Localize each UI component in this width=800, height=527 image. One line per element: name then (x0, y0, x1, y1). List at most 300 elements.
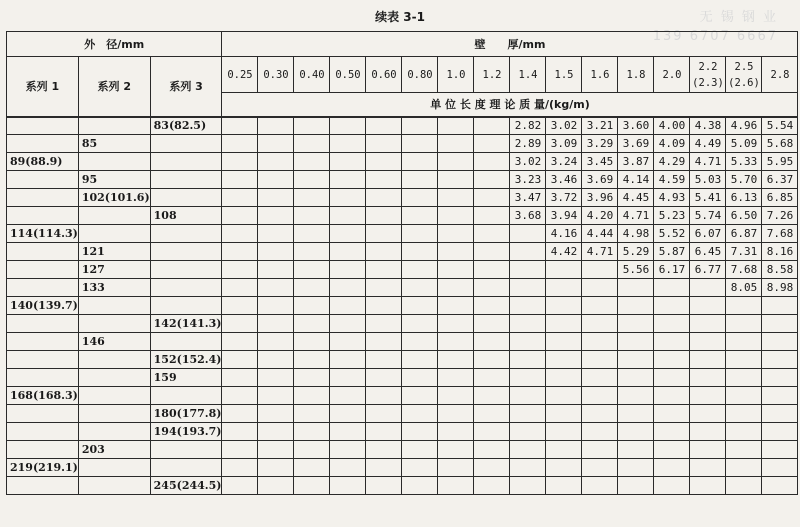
mass-value-cell: 3.87 (618, 153, 654, 171)
mass-value-cell: 4.71 (582, 243, 618, 261)
mass-value-cell (474, 153, 510, 171)
mass-value-cell (690, 297, 726, 315)
outer-diameter-s3-cell: 180(177.8) (150, 405, 222, 423)
mass-value-cell (546, 441, 582, 459)
mass-value-cell (474, 243, 510, 261)
mass-value-cell (726, 423, 762, 441)
thickness-header: 1.8 (618, 57, 654, 93)
mass-value-cell: 7.26 (762, 207, 798, 225)
mass-value-cell (402, 459, 438, 477)
mass-value-cell (654, 423, 690, 441)
table-row (7, 117, 798, 135)
mass-value-cell: 6.77 (690, 261, 726, 279)
mass-value-cell (294, 225, 330, 243)
outer-diameter-s3-cell: 194(193.7) (150, 423, 222, 441)
mass-value-cell (330, 135, 366, 153)
mass-value-cell (330, 387, 366, 405)
mass-value-cell: 3.46 (546, 171, 582, 189)
mass-value-cell (294, 351, 330, 369)
thickness-header: 2.5 (2.6) (726, 57, 762, 93)
mass-value-cell (294, 261, 330, 279)
mass-value-cell (474, 117, 510, 135)
mass-value-cell (690, 387, 726, 405)
mass-value-cell (654, 351, 690, 369)
thickness-header: 1.4 (510, 57, 546, 93)
mass-value-cell: 4.29 (654, 153, 690, 171)
mass-value-cell: 6.07 (690, 225, 726, 243)
mass-value-cell (366, 117, 402, 135)
mass-value-cell: 4.93 (654, 189, 690, 207)
mass-value-cell (402, 189, 438, 207)
outer-diameter-s2-cell (78, 477, 150, 495)
mass-value-cell (438, 171, 474, 189)
mass-value-cell (222, 225, 258, 243)
mass-value-cell (510, 459, 546, 477)
mass-value-cell (402, 135, 438, 153)
outer-diameter-s2-cell (78, 423, 150, 441)
outer-diameter-s1-cell (7, 135, 79, 153)
mass-value-cell (366, 405, 402, 423)
outer-diameter-s1-cell (7, 369, 79, 387)
mass-value-cell (474, 225, 510, 243)
table-row (7, 405, 798, 423)
outer-diameter-s3-cell: 245(244.5) (150, 477, 222, 495)
mass-value-cell: 4.00 (654, 117, 690, 135)
mass-value-cell: 5.68 (762, 135, 798, 153)
outer-diameter-s2-cell (78, 297, 150, 315)
outer-diameter-s2-cell: 85 (78, 135, 150, 153)
mass-value-cell (402, 243, 438, 261)
mass-value-cell (258, 117, 294, 135)
mass-value-cell (294, 369, 330, 387)
watermark-line-1: 无 锡 钢 业 (699, 10, 778, 25)
outer-diameter-s2-cell: 95 (78, 171, 150, 189)
thickness-header: 0.40 (294, 57, 330, 93)
outer-diameter-s2-cell (78, 405, 150, 423)
mass-value-cell (510, 279, 546, 297)
mass-value-cell: 6.45 (690, 243, 726, 261)
thickness-header: 2.0 (654, 57, 690, 93)
mass-value-cell: 4.16 (546, 225, 582, 243)
mass-value-cell (474, 189, 510, 207)
mass-value-cell (474, 459, 510, 477)
mass-value-cell (546, 333, 582, 351)
table-row (7, 243, 798, 261)
mass-value-cell (222, 171, 258, 189)
mass-value-cell (582, 405, 618, 423)
mass-value-cell (762, 369, 798, 387)
mass-value-cell (546, 459, 582, 477)
thickness-header: 2.2 (2.3) (690, 57, 726, 93)
mass-value-cell (438, 405, 474, 423)
mass-value-cell (438, 207, 474, 225)
mass-value-cell: 4.38 (690, 117, 726, 135)
outer-diameter-s2-cell: 133 (78, 279, 150, 297)
table-row (7, 135, 798, 153)
mass-value-cell (510, 441, 546, 459)
mass-value-cell (330, 351, 366, 369)
mass-value-cell (690, 351, 726, 369)
mass-value-cell (402, 117, 438, 135)
mass-value-cell: 3.21 (582, 117, 618, 135)
mass-value-cell (438, 351, 474, 369)
mass-value-cell (618, 387, 654, 405)
mass-value-cell (726, 441, 762, 459)
mass-value-cell: 5.52 (654, 225, 690, 243)
mass-value-cell (258, 189, 294, 207)
outer-diameter-s3-cell (150, 441, 222, 459)
outer-diameter-s1-cell: 168(168.3) (7, 387, 79, 405)
mass-value-cell (366, 423, 402, 441)
mass-value-cell (510, 387, 546, 405)
mass-value-cell (690, 315, 726, 333)
mass-value-cell (330, 333, 366, 351)
mass-value-cell: 4.44 (582, 225, 618, 243)
mass-value-cell (330, 423, 366, 441)
mass-value-cell (222, 423, 258, 441)
mass-value-cell (258, 423, 294, 441)
watermark-line-2: 139 6707 6667 (652, 29, 778, 44)
mass-value-cell (258, 171, 294, 189)
mass-value-cell (690, 333, 726, 351)
mass-value-cell (762, 297, 798, 315)
mass-value-cell (258, 441, 294, 459)
table-row (7, 153, 798, 171)
mass-value-cell (294, 423, 330, 441)
mass-value-cell (582, 441, 618, 459)
mass-value-cell (510, 405, 546, 423)
mass-value-cell (366, 243, 402, 261)
thickness-header: 1.0 (438, 57, 474, 93)
outer-diameter-s3-cell (150, 153, 222, 171)
mass-value-cell: 5.54 (762, 117, 798, 135)
mass-value-cell (726, 333, 762, 351)
mass-value-cell (438, 153, 474, 171)
mass-value-cell (294, 153, 330, 171)
outer-diameter-s2-cell (78, 207, 150, 225)
mass-value-cell (402, 477, 438, 495)
mass-value-cell (474, 333, 510, 351)
mass-value-cell (618, 477, 654, 495)
mass-value-cell: 5.70 (726, 171, 762, 189)
mass-value-cell: 5.74 (690, 207, 726, 225)
mass-value-cell (330, 279, 366, 297)
mass-value-cell (222, 351, 258, 369)
outer-diameter-s1-cell (7, 279, 79, 297)
mass-value-cell (222, 189, 258, 207)
thickness-header: 2.8 (762, 57, 798, 93)
mass-value-cell (330, 171, 366, 189)
mass-value-cell (366, 441, 402, 459)
mass-value-cell (366, 459, 402, 477)
mass-value-cell (762, 423, 798, 441)
mass-value-cell: 8.58 (762, 261, 798, 279)
mass-value-cell (222, 135, 258, 153)
mass-value-cell (726, 387, 762, 405)
mass-value-cell (402, 351, 438, 369)
mass-value-cell: 5.95 (762, 153, 798, 171)
outer-diameter-s1-cell (7, 243, 79, 261)
mass-value-cell (438, 117, 474, 135)
thickness-header: 1.6 (582, 57, 618, 93)
mass-value-cell (294, 189, 330, 207)
outer-diameter-s2-cell (78, 117, 150, 135)
mass-value-cell: 7.68 (762, 225, 798, 243)
mass-value-cell (690, 441, 726, 459)
table-row (7, 423, 798, 441)
mass-value-cell (474, 279, 510, 297)
outer-diameter-s3-cell (150, 225, 222, 243)
mass-value-cell (582, 351, 618, 369)
mass-value-cell (510, 423, 546, 441)
mass-value-cell (654, 459, 690, 477)
outer-diameter-s3-cell (150, 387, 222, 405)
mass-value-cell: 3.09 (546, 135, 582, 153)
mass-value-cell (510, 225, 546, 243)
mass-value-cell (258, 207, 294, 225)
mass-value-cell: 6.87 (726, 225, 762, 243)
mass-value-cell (258, 333, 294, 351)
table-row (7, 387, 798, 405)
outer-diameter-s2-cell (78, 369, 150, 387)
mass-value-cell: 5.56 (618, 261, 654, 279)
mass-value-cell: 3.45 (582, 153, 618, 171)
mass-value-cell (402, 225, 438, 243)
mass-value-cell (366, 207, 402, 225)
mass-value-cell (438, 441, 474, 459)
mass-value-cell (330, 243, 366, 261)
mass-value-cell (654, 369, 690, 387)
mass-value-cell: 5.29 (618, 243, 654, 261)
thickness-header: 0.30 (258, 57, 294, 93)
outer-diameter-s3-cell (150, 243, 222, 261)
outer-diameter-s1-cell (7, 261, 79, 279)
thickness-header: 0.50 (330, 57, 366, 93)
mass-value-cell (762, 441, 798, 459)
mass-value-cell: 6.50 (726, 207, 762, 225)
mass-value-cell (582, 261, 618, 279)
mass-value-cell (258, 279, 294, 297)
mass-value-cell (402, 261, 438, 279)
mass-value-cell (330, 459, 366, 477)
mass-value-cell (726, 297, 762, 315)
outer-diameter-s1-cell (7, 171, 79, 189)
table-row (7, 297, 798, 315)
mass-value-cell (546, 369, 582, 387)
mass-value-cell (294, 315, 330, 333)
outer-diameter-s2-cell (78, 459, 150, 477)
mass-value-cell: 3.47 (510, 189, 546, 207)
outer-diameter-s1-cell (7, 441, 79, 459)
mass-value-cell (618, 423, 654, 441)
mass-value-cell (330, 261, 366, 279)
mass-value-cell (546, 405, 582, 423)
mass-value-cell: 4.59 (654, 171, 690, 189)
mass-value-cell (258, 315, 294, 333)
mass-value-cell (618, 369, 654, 387)
mass-value-cell (366, 171, 402, 189)
table-row (7, 261, 798, 279)
table-caption: 续表 3-1 (375, 10, 425, 24)
mass-value-cell: 5.33 (726, 153, 762, 171)
outer-diameter-s1-cell (7, 405, 79, 423)
outer-diameter-s1-cell: 89(88.9) (7, 153, 79, 171)
mass-value-cell (654, 315, 690, 333)
mass-value-cell: 4.45 (618, 189, 654, 207)
mass-value-cell (330, 369, 366, 387)
mass-value-cell (258, 243, 294, 261)
outer-diameter-s3-cell (150, 279, 222, 297)
mass-value-cell (222, 261, 258, 279)
mass-value-cell (402, 171, 438, 189)
mass-value-cell: 2.82 (510, 117, 546, 135)
series-1-header: 系列 1 (7, 57, 79, 117)
mass-value-cell: 5.87 (654, 243, 690, 261)
mass-value-cell (402, 153, 438, 171)
mass-value-cell (690, 405, 726, 423)
mass-value-cell: 5.03 (690, 171, 726, 189)
outer-diameter-s1-cell (7, 477, 79, 495)
mass-value-cell (690, 369, 726, 387)
mass-value-cell (510, 243, 546, 261)
outer-diameter-s3-cell (150, 261, 222, 279)
outer-diameter-s3-cell: 108 (150, 207, 222, 225)
wall-thickness-header: 壁 厚/mm (222, 32, 798, 57)
mass-value-cell (654, 477, 690, 495)
mass-value-cell (546, 351, 582, 369)
mass-value-cell (402, 369, 438, 387)
mass-value-cell: 3.96 (582, 189, 618, 207)
mass-value-cell (726, 459, 762, 477)
table-row (7, 441, 798, 459)
mass-value-cell (582, 369, 618, 387)
mass-value-cell (294, 171, 330, 189)
mass-value-cell (366, 153, 402, 171)
mass-value-cell (474, 441, 510, 459)
mass-value-cell (330, 153, 366, 171)
outer-diameter-s3-cell: 159 (150, 369, 222, 387)
mass-value-cell: 4.71 (618, 207, 654, 225)
mass-value-cell (438, 297, 474, 315)
mass-value-cell (546, 477, 582, 495)
mass-value-cell (222, 243, 258, 261)
mass-value-cell: 3.29 (582, 135, 618, 153)
mass-value-cell (366, 477, 402, 495)
mass-value-cell: 3.68 (510, 207, 546, 225)
outer-diameter-s3-cell (150, 333, 222, 351)
outer-diameter-s1-cell: 114(114.3) (7, 225, 79, 243)
table-row (7, 459, 798, 477)
outer-diameter-s1-cell (7, 423, 79, 441)
mass-value-cell (366, 315, 402, 333)
table-row (7, 207, 798, 225)
mass-value-cell: 4.42 (546, 243, 582, 261)
mass-value-cell (438, 189, 474, 207)
mass-value-cell (222, 459, 258, 477)
mass-value-cell (294, 135, 330, 153)
mass-value-cell (474, 297, 510, 315)
mass-value-cell (402, 423, 438, 441)
mass-value-cell (546, 297, 582, 315)
mass-value-cell (582, 387, 618, 405)
mass-value-cell (690, 423, 726, 441)
mass-value-cell (762, 459, 798, 477)
mass-value-cell (618, 315, 654, 333)
mass-value-cell (654, 441, 690, 459)
outer-diameter-s2-cell: 121 (78, 243, 150, 261)
mass-value-cell (474, 477, 510, 495)
mass-value-cell (582, 297, 618, 315)
mass-value-cell (294, 279, 330, 297)
mass-value-cell (438, 261, 474, 279)
table-row (7, 189, 798, 207)
mass-value-cell (690, 459, 726, 477)
mass-value-cell: 4.14 (618, 171, 654, 189)
mass-value-cell (654, 279, 690, 297)
mass-value-cell (330, 189, 366, 207)
mass-value-cell (402, 207, 438, 225)
mass-value-cell (762, 387, 798, 405)
mass-value-cell (294, 459, 330, 477)
mass-value-cell: 7.68 (726, 261, 762, 279)
mass-value-cell (438, 423, 474, 441)
mass-value-cell (438, 279, 474, 297)
mass-value-cell: 6.13 (726, 189, 762, 207)
outer-diameter-s3-cell (150, 171, 222, 189)
mass-value-cell: 5.09 (726, 135, 762, 153)
mass-value-cell (258, 153, 294, 171)
mass-value-cell (762, 477, 798, 495)
mass-value-cell (438, 459, 474, 477)
outer-diameter-s2-cell: 146 (78, 333, 150, 351)
mass-value-cell: 3.60 (618, 117, 654, 135)
outer-diameter-s1-cell (7, 333, 79, 351)
mass-value-cell: 5.41 (690, 189, 726, 207)
mass-value-cell (474, 171, 510, 189)
outer-diameter-s2-cell (78, 351, 150, 369)
mass-value-cell (438, 387, 474, 405)
mass-value-cell (258, 261, 294, 279)
mass-value-cell (366, 387, 402, 405)
mass-value-cell: 3.72 (546, 189, 582, 207)
mass-value-cell (222, 315, 258, 333)
mass-value-cell (474, 423, 510, 441)
mass-value-cell (294, 117, 330, 135)
mass-value-cell (294, 297, 330, 315)
mass-value-cell (222, 333, 258, 351)
mass-value-cell: 3.02 (510, 153, 546, 171)
mass-value-cell (618, 297, 654, 315)
outer-diameter-s2-cell: 102(101.6) (78, 189, 150, 207)
mass-value-cell (294, 243, 330, 261)
outer-diameter-s2-cell (78, 225, 150, 243)
mass-value-cell: 8.16 (762, 243, 798, 261)
outer-diameter-s3-cell (150, 135, 222, 153)
mass-value-cell (510, 333, 546, 351)
mass-value-cell (222, 477, 258, 495)
mass-value-cell (438, 315, 474, 333)
mass-value-cell: 7.31 (726, 243, 762, 261)
mass-value-cell (762, 351, 798, 369)
mass-value-cell: 6.37 (762, 171, 798, 189)
outer-diameter-s1-cell: 219(219.1) (7, 459, 79, 477)
mass-value-cell (474, 369, 510, 387)
thickness-header: 0.60 (366, 57, 402, 93)
mass-value-cell (366, 369, 402, 387)
thickness-header: 0.80 (402, 57, 438, 93)
outer-diameter-s2-cell (78, 153, 150, 171)
mass-value-cell (366, 279, 402, 297)
